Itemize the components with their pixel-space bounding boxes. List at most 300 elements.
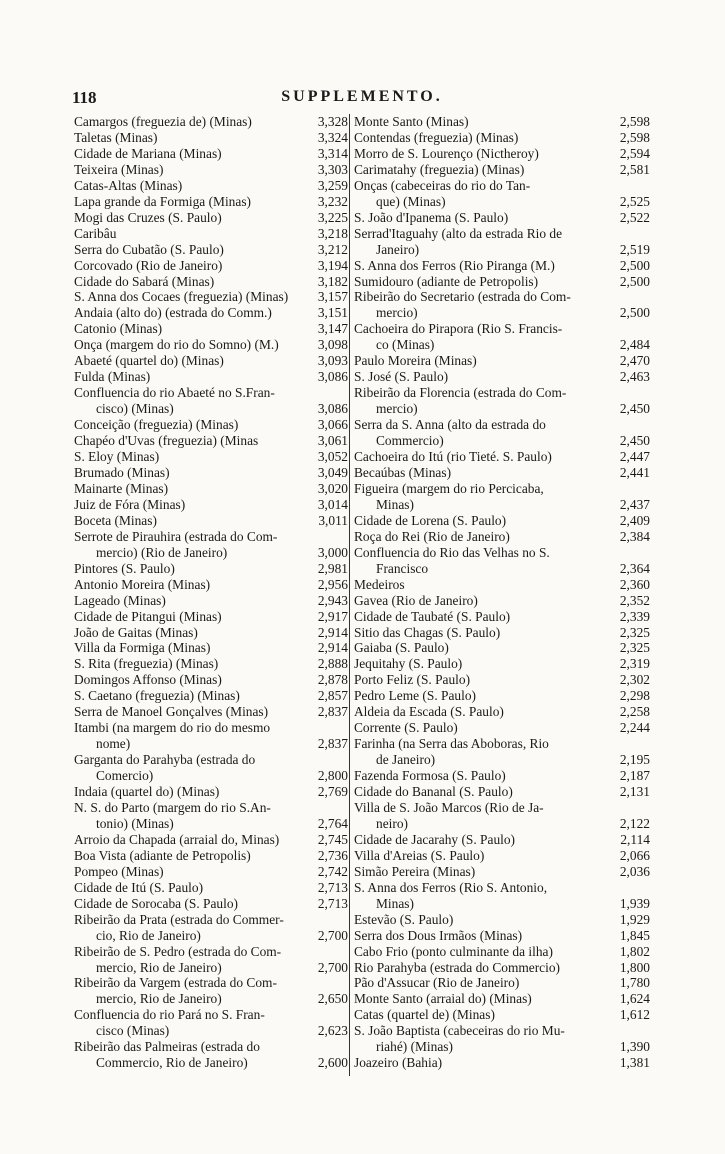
place-name: Cidade de Itú (S. Paulo): [74, 879, 204, 895]
list-item: [354, 720, 650, 736]
altitude-value: 3,259: [317, 177, 348, 193]
list-item: [74, 289, 348, 305]
list-item: [74, 656, 348, 672]
list-item: [354, 577, 650, 593]
altitude-value: 2,522: [619, 209, 650, 225]
place-name: Morro de S. Lourenço (Nictheroy): [354, 145, 539, 161]
list-item: [74, 337, 348, 353]
altitude-value: 2,463: [619, 369, 650, 385]
place-name: Villa de S. João Marcos (Rio de Ja-: [354, 799, 544, 815]
altitude-value: 2,525: [619, 193, 650, 209]
altitude-value: 1,929: [619, 911, 650, 927]
place-name-continuation: mercio): [376, 305, 418, 321]
place-name-continuation: cisco (Minas): [96, 1023, 170, 1039]
altitude-value: 2,745: [317, 831, 348, 847]
place-name: Sumidouro (adiante de Petropolis): [354, 273, 539, 289]
place-name: Cidade de Taubaté (S. Paulo): [354, 608, 511, 624]
list-item: [74, 274, 348, 290]
list-item: [74, 720, 348, 752]
place-name: Ribeirão da Prata (estrada do Commer-: [74, 911, 284, 927]
list-item: [354, 1023, 650, 1055]
place-name-continuation: neiro): [376, 815, 408, 831]
list-item: [354, 274, 650, 290]
list-item: [74, 353, 348, 369]
list-item: [354, 545, 650, 577]
place-name: Catas (quartel de) (Minas): [354, 1007, 495, 1023]
list-item: [354, 991, 650, 1007]
altitude-value: 3,328: [317, 114, 348, 129]
list-item: [74, 577, 348, 593]
place-name: S. João Baptista (cabeceiras do rio Mu-: [354, 1023, 565, 1039]
place-name: Pintores (S. Paulo): [74, 560, 175, 576]
list-item: [354, 162, 650, 178]
place-name-continuation: mercio) (Rio de Janeiro): [96, 544, 228, 560]
place-name-continuation: co (Minas): [376, 337, 435, 353]
list-item: [74, 561, 348, 577]
place-name: Chapéo d'Uvas (freguezia) (Minas: [74, 433, 259, 449]
altitude-value: 2,450: [619, 433, 650, 449]
place-name: Onças (cabeceiras do rio do Tan-: [354, 177, 531, 193]
altitude-value: 2,943: [317, 592, 348, 608]
list-item: [354, 864, 650, 880]
place-name: Estevão (S. Paulo): [354, 911, 454, 927]
place-name: Serrote de Pirauhira (estrada do Com-: [74, 528, 278, 544]
list-item: [74, 481, 348, 497]
list-item: [354, 672, 650, 688]
altitude-value: 2,700: [317, 927, 348, 943]
list-item: [74, 1007, 348, 1039]
altitude-value: 2,736: [317, 847, 348, 863]
place-name: Gavea (Rio de Janeiro): [354, 592, 478, 608]
altitude-value: 2,600: [317, 1055, 348, 1071]
list-item: [354, 736, 650, 768]
place-name: Cidade de Mariana (Minas): [74, 145, 222, 161]
list-item: [354, 178, 650, 210]
place-name-continuation: Commercio, Rio de Janeiro): [96, 1055, 248, 1071]
altitude-value: 3,147: [317, 321, 348, 337]
place-name: Fulda (Minas): [74, 369, 151, 385]
place-name-continuation: riahé) (Minas): [376, 1039, 453, 1055]
altitude-value: 3,324: [317, 129, 348, 145]
altitude-value: 2,500: [619, 305, 650, 321]
list-item: [354, 353, 650, 369]
place-name: S. João d'Ipanema (S. Paulo): [354, 209, 509, 225]
place-name: Cidade de Jacarahy (S. Paulo): [354, 831, 516, 847]
altitude-value: 1,390: [619, 1039, 650, 1055]
list-item: [74, 162, 348, 178]
list-item: [354, 1055, 650, 1071]
altitude-value: 3,086: [317, 369, 348, 385]
place-name-continuation: Janeiro): [376, 241, 420, 257]
altitude-value: 2,131: [619, 784, 650, 800]
list-item: [354, 481, 650, 513]
list-item: [74, 513, 348, 529]
place-name-continuation: Minas): [376, 895, 414, 911]
place-name-continuation: cio, Rio de Janeiro): [96, 927, 201, 943]
page-header: [72, 88, 652, 110]
altitude-value: 2,258: [619, 704, 650, 720]
altitude-value: 2,437: [619, 496, 650, 512]
list-item: [354, 529, 650, 545]
list-item: [354, 385, 650, 417]
list-item: [74, 210, 348, 226]
place-name: Confluencia do rio Abaeté no S.Fran-: [74, 385, 275, 401]
list-item: [354, 784, 650, 800]
altitude-value: 3,157: [317, 289, 348, 305]
place-name: Medeiros: [354, 576, 405, 592]
altitude-value: 1,800: [619, 959, 650, 975]
altitude-value: 3,066: [317, 417, 348, 433]
altitude-value: 2,325: [619, 624, 650, 640]
place-name-continuation: que) (Minas): [376, 193, 446, 209]
place-name: Cidade de Lorena (S. Paulo): [354, 512, 507, 528]
place-name: Gaiaba (S. Paulo): [354, 640, 449, 656]
place-name-continuation: mercio): [376, 401, 418, 417]
list-item: [74, 640, 348, 656]
list-item: [74, 1039, 348, 1071]
list-item: [354, 656, 650, 672]
place-name: Cachoeira do Pirapora (Rio S. Francis-: [354, 321, 563, 337]
altitude-value: 2,837: [317, 736, 348, 752]
altitude-value: 2,594: [619, 145, 650, 161]
list-item: [354, 928, 650, 944]
place-name-continuation: mercio, Rio de Janeiro): [96, 959, 222, 975]
place-name: Cidade de Pitangui (Minas): [74, 608, 222, 624]
altitude-value: 2,956: [317, 576, 348, 592]
altitude-value: 2,917: [317, 608, 348, 624]
list-item: [354, 258, 650, 274]
place-name: Catonio (Minas): [74, 321, 163, 337]
place-name: Joazeiro (Bahia): [354, 1055, 443, 1071]
list-item: [74, 593, 348, 609]
altitude-value: 2,360: [619, 576, 650, 592]
altitude-value: 2,325: [619, 640, 650, 656]
list-item: [354, 417, 650, 449]
altitude-value: 3,086: [317, 401, 348, 417]
list-item: [74, 864, 348, 880]
list-item: [74, 497, 348, 513]
altitude-value: 3,218: [317, 225, 348, 241]
altitude-value: 2,450: [619, 401, 650, 417]
list-item: [74, 369, 348, 385]
list-item: [74, 832, 348, 848]
place-name: Antonio Moreira (Minas): [74, 576, 211, 592]
list-item: [74, 417, 348, 433]
list-item: [74, 146, 348, 162]
place-name: Catas-Altas (Minas): [74, 177, 183, 193]
altitude-value: 1,845: [619, 927, 650, 943]
place-name: S. Anna dos Ferros (Rio S. Antonio,: [354, 879, 548, 895]
place-name-continuation: Comercio): [96, 768, 154, 784]
list-item: [354, 880, 650, 912]
list-item: [354, 944, 650, 960]
list-item: [74, 704, 348, 720]
place-name: S. Anna dos Ferros (Rio Piranga (M.): [354, 257, 555, 273]
place-name: S. Anna dos Cocaes (freguezia) (Minas): [74, 289, 289, 305]
place-name: Cidade de Sorocaba (S. Paulo): [74, 895, 238, 911]
list-item: [354, 640, 650, 656]
place-name: Brumado (Minas): [74, 464, 170, 480]
altitude-value: 1,802: [619, 943, 650, 959]
altitude-value: 3,232: [317, 193, 348, 209]
altitude-value: 3,151: [317, 305, 348, 321]
column-divider: [349, 114, 350, 1076]
altitude-value: 2,447: [619, 449, 650, 465]
altitude-value: 1,780: [619, 975, 650, 991]
place-name: Cidade do Sabará (Minas): [74, 273, 215, 289]
list-item: [354, 848, 650, 864]
list-item: [354, 688, 650, 704]
altitude-value: 3,098: [317, 337, 348, 353]
altitude-value: 3,049: [317, 464, 348, 480]
altitude-value: 2,036: [619, 863, 650, 879]
list-item: [74, 975, 348, 1007]
place-name: Becaúbas (Minas): [354, 464, 452, 480]
altitude-value: 2,319: [619, 656, 650, 672]
place-name: Contendas (freguezia) (Minas): [354, 129, 519, 145]
place-name: Serra dos Dous Irmãos (Minas): [354, 927, 523, 943]
place-name: Rio Parahyba (estrada do Commercio): [354, 959, 561, 975]
list-item: [74, 130, 348, 146]
list-item: [354, 832, 650, 848]
list-item: [354, 226, 650, 258]
list-item: [354, 960, 650, 976]
altitude-value: 2,195: [619, 752, 650, 768]
altitude-value: 2,244: [619, 720, 650, 736]
place-name: Boceta (Minas): [74, 512, 157, 528]
place-name: João de Gaitas (Minas): [74, 624, 198, 640]
altitude-value: 2,713: [317, 895, 348, 911]
place-name: Serra da S. Anna (alto da estrada do: [354, 417, 546, 433]
place-name: Domingos Affonso (Minas): [74, 672, 222, 688]
list-item: [354, 975, 650, 991]
left-column: [74, 114, 348, 1071]
altitude-value: 2,441: [619, 464, 650, 480]
place-name: Ribeirão do Secretario (estrada do Com-: [354, 289, 571, 305]
altitude-value: 3,014: [317, 496, 348, 512]
place-name: Mainarte (Minas): [74, 480, 169, 496]
list-item: [74, 784, 348, 800]
list-item: [74, 242, 348, 258]
altitude-value: 2,800: [317, 768, 348, 784]
altitude-value: 2,742: [317, 863, 348, 879]
place-name: Arroio da Chapada (arraial do, Minas): [74, 831, 280, 847]
altitude-value: 2,857: [317, 688, 348, 704]
place-name: S. Caetano (freguezia) (Minas): [74, 688, 240, 704]
list-item: [74, 625, 348, 641]
list-item: [74, 114, 348, 130]
place-name: Serra do Cubatão (S. Paulo): [74, 241, 224, 257]
altitude-value: 2,302: [619, 672, 650, 688]
place-name: Onça (margem do rio do Somno) (M.): [74, 337, 279, 353]
right-column: [354, 114, 650, 1071]
list-item: [74, 800, 348, 832]
place-name: Monte Santo (arraial do) (Minas): [354, 991, 532, 1007]
list-item: [74, 321, 348, 337]
list-item: [354, 114, 650, 130]
list-item: [354, 321, 650, 353]
list-item: [74, 944, 348, 976]
place-name: Ribeirão da Vargem (estrada do Com-: [74, 975, 277, 991]
altitude-value: 2,339: [619, 608, 650, 624]
altitude-value: 3,194: [317, 257, 348, 273]
altitude-value: 3,000: [317, 544, 348, 560]
place-name: Corrente (S. Paulo): [354, 720, 458, 736]
list-item: [74, 688, 348, 704]
list-item: [74, 465, 348, 481]
place-name: Carimatahy (freguezia) (Minas): [354, 161, 525, 177]
place-name: N. S. do Parto (margem do rio S.An-: [74, 799, 271, 815]
place-name: Lageado (Minas): [74, 592, 166, 608]
altitude-value: 2,764: [317, 815, 348, 831]
list-item: [74, 848, 348, 864]
list-item: [354, 625, 650, 641]
place-name: Simão Pereira (Minas): [354, 863, 476, 879]
altitude-value: 3,052: [317, 449, 348, 465]
altitude-value: 2,500: [619, 273, 650, 289]
place-name: Figueira (margem do rio Percicaba,: [354, 480, 544, 496]
altitude-value: 2,914: [317, 624, 348, 640]
place-name: S. José (S. Paulo): [354, 369, 449, 385]
altitude-value: 3,303: [317, 161, 348, 177]
list-item: [354, 449, 650, 465]
place-name: Camargos (freguezia de) (Minas): [74, 114, 252, 129]
altitude-value: 3,225: [317, 209, 348, 225]
list-item: [354, 768, 650, 784]
place-name: Sitio das Chagas (S. Paulo): [354, 624, 501, 640]
place-name: Monte Santo (Minas): [354, 114, 469, 129]
altitude-value: 2,914: [317, 640, 348, 656]
altitude-value: 3,093: [317, 353, 348, 369]
place-name-continuation: de Janeiro): [376, 752, 436, 768]
list-item: [354, 513, 650, 529]
place-name: Ribeirão das Palmeiras (estrada do: [74, 1039, 260, 1055]
place-name: Abaeté (quartel do) (Minas): [74, 353, 224, 369]
altitude-value: 2,598: [619, 114, 650, 129]
list-item: [74, 609, 348, 625]
place-name: Cachoeira do Itú (rio Tieté. S. Paulo): [354, 449, 552, 465]
altitude-value: 2,500: [619, 257, 650, 273]
list-item: [74, 449, 348, 465]
list-item: [74, 305, 348, 321]
place-name: Lapa grande da Formiga (Minas): [74, 193, 251, 209]
list-item: [354, 704, 650, 720]
altitude-value: 2,519: [619, 241, 650, 257]
place-name-continuation: Commercio): [376, 433, 444, 449]
place-name: Aldeia da Escada (S. Paulo): [354, 704, 504, 720]
list-item: [74, 178, 348, 194]
altitude-value: 1,612: [619, 1007, 650, 1023]
place-name: Farinha (na Serra das Aboboras, Rio: [354, 736, 549, 752]
place-name: Juiz de Fóra (Minas): [74, 496, 186, 512]
altitude-value: 2,878: [317, 672, 348, 688]
place-name: Indaia (quartel do) (Minas): [74, 784, 220, 800]
place-name: Pão d'Assucar (Rio de Janeiro): [354, 975, 520, 991]
altitude-value: 3,212: [317, 241, 348, 257]
altitude-value: 2,187: [619, 768, 650, 784]
list-item: [74, 672, 348, 688]
altitude-value: 2,298: [619, 688, 650, 704]
place-name: Villa d'Areias (S. Paulo): [354, 847, 485, 863]
altitude-value: 2,650: [317, 991, 348, 1007]
altitude-value: 2,837: [317, 704, 348, 720]
place-name: Taletas (Minas): [74, 129, 158, 145]
altitude-value: 2,700: [317, 959, 348, 975]
list-item: [74, 896, 348, 912]
place-name: Cabo Frio (ponto culminante da ilha): [354, 943, 553, 959]
place-name: Pompeo (Minas): [74, 863, 164, 879]
altitude-value: 2,981: [317, 560, 348, 576]
altitude-value: 2,623: [317, 1023, 348, 1039]
page-title: SUPPLEMENTO.: [281, 88, 443, 105]
list-item: [354, 609, 650, 625]
place-name: Cidade do Bananal (S. Paulo): [354, 784, 513, 800]
place-name: Pedro Leme (S. Paulo): [354, 688, 476, 704]
place-name: Caribâu: [74, 225, 117, 241]
place-name-continuation: cisco) (Minas): [96, 401, 174, 417]
list-item: [354, 912, 650, 928]
altitude-value: 3,314: [317, 145, 348, 161]
place-name: Serra de Manoel Gonçalves (Minas): [74, 704, 269, 720]
place-name-continuation: Minas): [376, 496, 414, 512]
place-name: Porto Feliz (S. Paulo): [354, 672, 471, 688]
altitude-value: 2,470: [619, 353, 650, 369]
altitude-value: 2,122: [619, 815, 650, 831]
list-item: [74, 226, 348, 242]
altitude-value: 3,020: [317, 480, 348, 496]
list-item: [354, 210, 650, 226]
altitude-value: 2,066: [619, 847, 650, 863]
place-name: Mogi das Cruzes (S. Paulo): [74, 209, 222, 225]
altitude-value: 1,939: [619, 895, 650, 911]
place-name: Ribeirão da Florencia (estrada do Com-: [354, 385, 567, 401]
list-item: [354, 369, 650, 385]
place-name: Corcovado (Rio de Janeiro): [74, 257, 223, 273]
list-item: [354, 800, 650, 832]
list-item: [354, 146, 650, 162]
list-item: [74, 194, 348, 210]
place-name: Andaia (alto do) (estrada do Comm.): [74, 305, 272, 321]
place-name: Serrad'Itaguahy (alto da estrada Rio de: [354, 225, 563, 241]
place-name: Confluencia do Rio das Velhas no S.: [354, 544, 550, 560]
place-name: Teixeira (Minas): [74, 161, 164, 177]
place-name: Confluencia do rio Pará no S. Fran-: [74, 1007, 265, 1023]
page-number: 118: [72, 88, 97, 107]
place-name: S. Rita (freguezia) (Minas): [74, 656, 219, 672]
place-name: Garganta do Parahyba (estrada do: [74, 752, 256, 768]
place-name: Fazenda Formosa (S. Paulo): [354, 768, 506, 784]
altitude-value: 2,888: [317, 656, 348, 672]
list-item: [74, 385, 348, 417]
altitude-value: 1,381: [619, 1055, 650, 1071]
place-name: Conceição (freguezia) (Minas): [74, 417, 239, 433]
list-item: [74, 912, 348, 944]
altitude-value: 3,182: [317, 273, 348, 289]
place-name: Roça do Rei (Rio de Janeiro): [354, 528, 510, 544]
altitude-value: 2,484: [619, 337, 650, 353]
list-item: [354, 289, 650, 321]
list-item: [74, 433, 348, 449]
altitude-value: 2,409: [619, 512, 650, 528]
altitude-value: 2,581: [619, 161, 650, 177]
list-item: [74, 258, 348, 274]
altitude-value: 2,713: [317, 879, 348, 895]
altitude-value: 1,624: [619, 991, 650, 1007]
place-name-continuation: mercio, Rio de Janeiro): [96, 991, 222, 1007]
altitude-value: 3,011: [318, 512, 348, 528]
list-item: [354, 1007, 650, 1023]
list-item: [74, 529, 348, 561]
